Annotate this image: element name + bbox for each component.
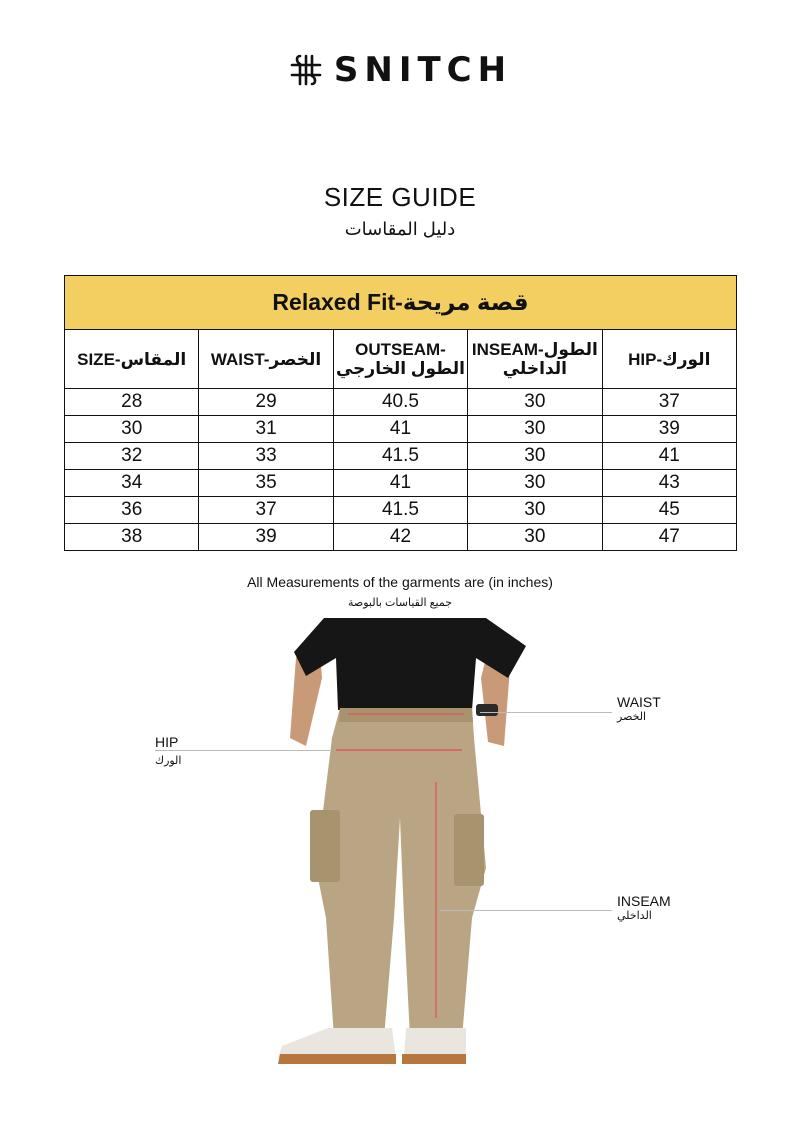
cell-inseam: 30 xyxy=(468,416,602,443)
cell-waist: 37 xyxy=(199,497,333,524)
left-shoe xyxy=(278,1028,396,1058)
cell-hip: 39 xyxy=(602,416,736,443)
waist-callout-label-arabic: الخصر xyxy=(617,711,647,723)
cell-hip: 41 xyxy=(602,443,736,470)
inseam-leader-line xyxy=(440,910,612,911)
cell-inseam: 30 xyxy=(468,524,602,551)
cell-waist: 39 xyxy=(199,524,333,551)
waist-callout xyxy=(617,694,661,723)
table-header-row xyxy=(65,330,737,389)
inseam-callout-label-arabic: الداخلي xyxy=(617,910,652,922)
size-table xyxy=(64,275,737,551)
table-row xyxy=(65,389,737,416)
column-header-outseam: OUTSEAM- الطول الخارجي xyxy=(333,330,467,389)
cell-inseam: 30 xyxy=(468,443,602,470)
hip-callout-label-arabic: الورك xyxy=(155,755,182,767)
cell-size: 32 xyxy=(65,443,199,470)
cell-waist: 33 xyxy=(199,443,333,470)
right-cargo-pocket xyxy=(454,814,484,886)
cell-size: 30 xyxy=(65,416,199,443)
cell-hip: 37 xyxy=(602,389,736,416)
cell-outseam: 41.5 xyxy=(333,497,467,524)
cell-size: 28 xyxy=(65,389,199,416)
page-title-arabic: دليل المقاسات xyxy=(344,219,456,239)
cell-size: 38 xyxy=(65,524,199,551)
waist-callout-label: WAIST xyxy=(617,694,661,710)
right-sole xyxy=(402,1054,466,1064)
table-row xyxy=(65,416,737,443)
cell-size: 34 xyxy=(65,470,199,497)
brand-name: SNITCH xyxy=(333,50,513,90)
waistband xyxy=(339,708,473,722)
left-cargo-pocket xyxy=(310,810,340,882)
measurement-note: All Measurements of the garments are (in inches) xyxy=(247,574,553,590)
watch xyxy=(476,704,498,716)
right-shoe xyxy=(404,1028,466,1058)
measurement-note-arabic: جميع القياسات بالبوصة xyxy=(347,597,453,609)
cell-size: 36 xyxy=(65,497,199,524)
page-title: SIZE GUIDE xyxy=(323,182,477,212)
hip-callout xyxy=(155,734,181,767)
inseam-callout-label: INSEAM xyxy=(617,893,671,909)
column-header-hip: HIP-الورك xyxy=(602,330,736,389)
cell-outseam: 41.5 xyxy=(333,443,467,470)
snitch-hash-logo-icon xyxy=(288,52,324,88)
column-header-inseam: INSEAM-الطول الداخلي xyxy=(468,330,602,389)
cell-inseam: 30 xyxy=(468,389,602,416)
cell-outseam: 41 xyxy=(333,416,467,443)
left-sole xyxy=(278,1054,396,1064)
fit-title: Relaxed Fit-قصة مريحة xyxy=(65,276,737,330)
cell-hip: 45 xyxy=(602,497,736,524)
table-row xyxy=(65,443,737,470)
brand-logo xyxy=(0,50,800,90)
cell-outseam: 40.5 xyxy=(333,389,467,416)
hip-callout-label: HIP xyxy=(155,734,179,750)
cell-inseam: 30 xyxy=(468,470,602,497)
model-pants-illustration xyxy=(276,618,526,1066)
cell-inseam: 30 xyxy=(468,497,602,524)
cell-waist: 35 xyxy=(199,470,333,497)
cell-outseam: 41 xyxy=(333,470,467,497)
inseam-callout xyxy=(617,893,671,922)
column-header-waist: WAIST-الخصر xyxy=(199,330,333,389)
table-row xyxy=(65,470,737,497)
waist-leader-line xyxy=(480,712,612,713)
cell-waist: 29 xyxy=(199,389,333,416)
column-header-size: SIZE-المقاس xyxy=(65,330,199,389)
cell-hip: 43 xyxy=(602,470,736,497)
table-row xyxy=(65,524,737,551)
table-row xyxy=(65,497,737,524)
cell-hip: 47 xyxy=(602,524,736,551)
cell-outseam: 42 xyxy=(333,524,467,551)
cell-waist: 31 xyxy=(199,416,333,443)
